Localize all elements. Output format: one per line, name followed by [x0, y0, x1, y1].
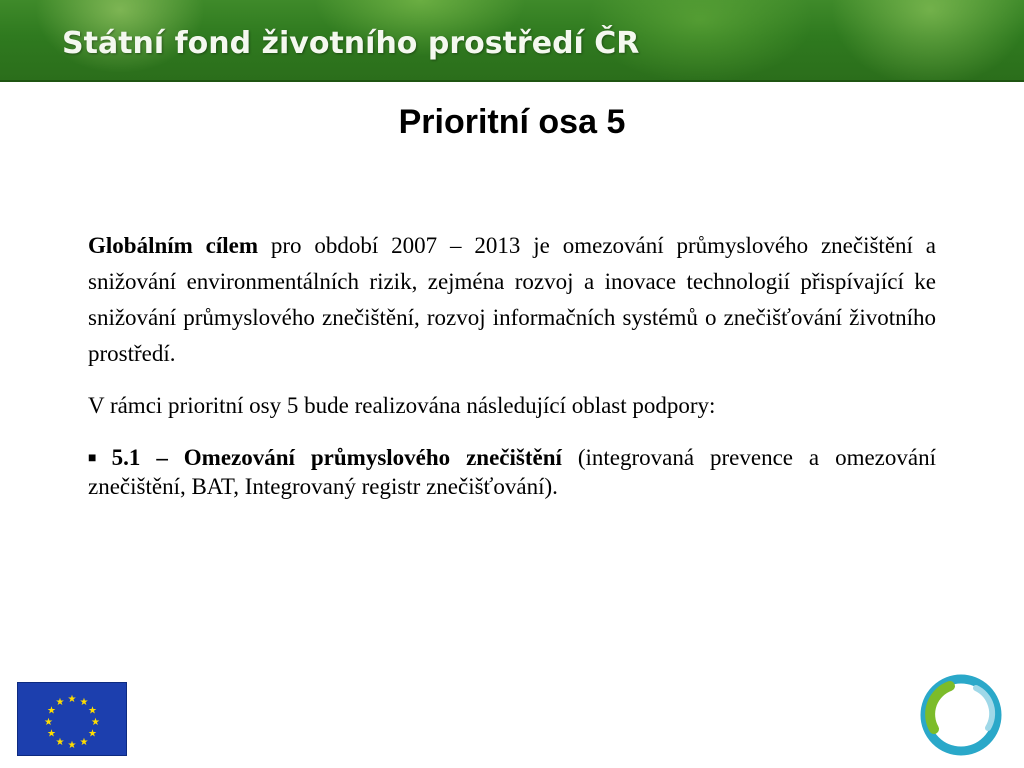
svg-text:★: ★ [44, 717, 53, 728]
slide-title: Prioritní osa 5 [398, 103, 626, 141]
svg-text:★: ★ [55, 737, 65, 748]
goal-text: pro období 2007 – 2013 je omezování průmyslového znečištění a snižování environmentálních rizik, zejména rozvoj a inovace technologií přispívající ke snižování průmyslového znečištění, rozvoj informačních systémů o znečišťování životního prostředí. [88, 233, 936, 366]
goal-paragraph [88, 228, 936, 372]
slide-content [88, 228, 936, 524]
header-title: Státní fond životního prostředí ČR [62, 26, 640, 61]
eu-stars [18, 683, 126, 755]
svg-text:★: ★ [55, 697, 65, 708]
header-banner [0, 0, 1024, 82]
eu-flag-icon [17, 682, 127, 756]
sfzp-logo-icon [920, 674, 1002, 756]
bullet-text: (integrovaná prevence a omezování znečištění, BAT, Integrovaný registr znečišťování). [88, 445, 936, 499]
svg-text:★: ★ [67, 740, 77, 751]
svg-text:★: ★ [67, 694, 77, 705]
svg-text:★: ★ [47, 705, 56, 717]
support-intro: V rámci prioritní osy 5 bude realizována následující oblast podpory: [88, 393, 716, 418]
svg-text:★: ★ [47, 728, 56, 740]
bullet-square-icon: ■ [88, 451, 107, 466]
bullet-title: 5.1 – Omezování průmyslového znečištění [111, 445, 562, 470]
svg-text:★: ★ [88, 705, 97, 717]
svg-text:★: ★ [79, 697, 89, 708]
support-bullet [88, 444, 936, 501]
svg-text:★: ★ [91, 717, 100, 728]
goal-label: Globálním cílem [88, 233, 259, 258]
svg-text:★: ★ [88, 728, 97, 740]
svg-text:★: ★ [79, 737, 89, 748]
